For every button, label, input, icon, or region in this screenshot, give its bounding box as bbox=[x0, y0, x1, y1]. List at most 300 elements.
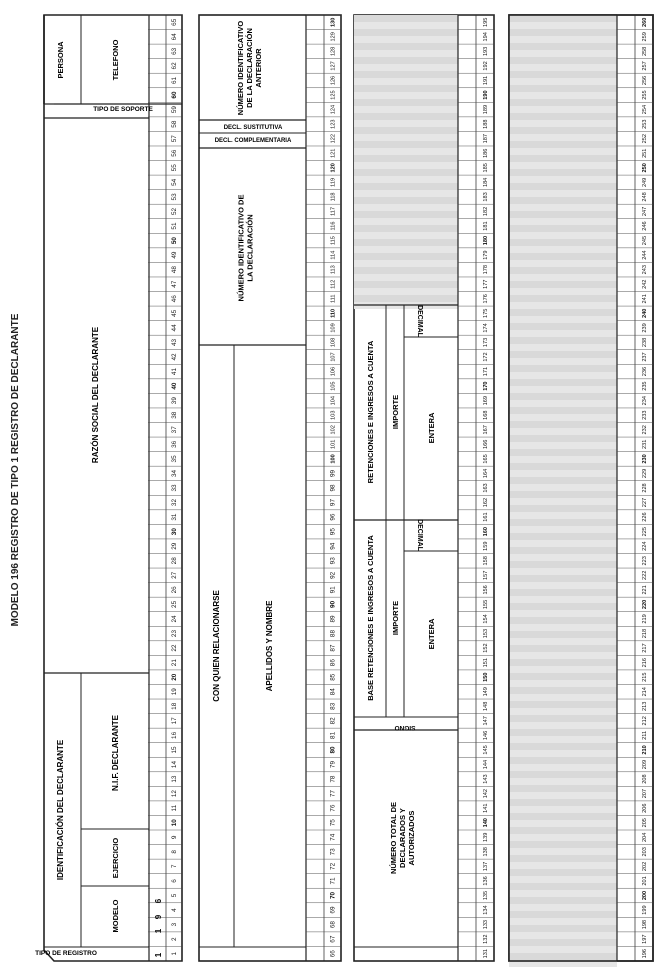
hatch-band bbox=[509, 470, 617, 477]
position-number: 30 bbox=[171, 528, 178, 536]
hatch-band bbox=[509, 302, 617, 309]
position-number: 152 bbox=[483, 643, 489, 653]
position-number: 194 bbox=[483, 32, 489, 42]
position-number: 155 bbox=[483, 599, 489, 610]
position-number: 206 bbox=[642, 803, 648, 813]
position-number: 87 bbox=[329, 644, 337, 652]
position-number: 79 bbox=[329, 760, 337, 769]
position-number: 33 bbox=[171, 484, 178, 492]
hatch-band bbox=[354, 260, 458, 267]
position-number: 220 bbox=[642, 599, 648, 610]
position-number: 153 bbox=[483, 628, 489, 639]
position-number: 112 bbox=[330, 279, 337, 289]
position-number: 13 bbox=[171, 775, 178, 783]
position-number: 232 bbox=[642, 425, 648, 435]
position-number: 238 bbox=[642, 337, 648, 348]
hatch-band bbox=[509, 568, 617, 575]
modelo-digit-1: 1 bbox=[154, 928, 163, 934]
position-number: 96 bbox=[329, 513, 337, 521]
position-number: 213 bbox=[642, 701, 648, 711]
position-number: 47 bbox=[171, 280, 178, 288]
hatch-band bbox=[509, 288, 617, 295]
position-number: 103 bbox=[330, 410, 337, 420]
position-number: 210 bbox=[642, 745, 648, 755]
position-number: 240 bbox=[642, 308, 648, 319]
position-number: 149 bbox=[483, 687, 489, 697]
position-number: 159 bbox=[483, 541, 489, 551]
position-number: 142 bbox=[483, 788, 489, 799]
hatch-band bbox=[509, 134, 617, 141]
position-number: 120 bbox=[330, 163, 337, 173]
position-number: 208 bbox=[642, 774, 648, 784]
position-number: 237 bbox=[642, 352, 648, 362]
hatch-band bbox=[509, 918, 617, 925]
position-number: 14 bbox=[171, 760, 178, 769]
position-number: 169 bbox=[483, 396, 489, 406]
position-number: 188 bbox=[483, 119, 489, 129]
position-number: 212 bbox=[642, 716, 648, 726]
position-number: 68 bbox=[329, 921, 337, 929]
hatch-band bbox=[509, 148, 617, 155]
position-number: 244 bbox=[642, 250, 648, 260]
hatch-band bbox=[509, 610, 617, 617]
position-number: 10 bbox=[171, 819, 178, 827]
position-number: 178 bbox=[483, 265, 489, 275]
hatch-band bbox=[509, 512, 617, 519]
hatch-band bbox=[509, 722, 617, 729]
position-number: 65 bbox=[171, 18, 178, 26]
position-number: 247 bbox=[642, 206, 648, 217]
position-number: 129 bbox=[330, 32, 337, 42]
position-number: 190 bbox=[483, 90, 489, 100]
position-number: 110 bbox=[330, 308, 337, 318]
position-strip-block1 bbox=[148, 15, 182, 956]
position-number: 104 bbox=[330, 396, 337, 406]
position-number: 41 bbox=[171, 368, 178, 376]
hatch-band bbox=[509, 652, 617, 659]
position-number: 66 bbox=[329, 950, 337, 958]
position-number: 207 bbox=[642, 788, 648, 799]
reserved-hatch-block3 bbox=[354, 22, 458, 309]
position-number: 226 bbox=[642, 512, 648, 522]
apellidos-label: APELLIDOS Y NOMBRE bbox=[265, 600, 274, 692]
signo-label: SIGNO bbox=[394, 724, 416, 731]
position-number: 137 bbox=[483, 861, 489, 872]
position-number: 70 bbox=[329, 891, 337, 900]
hatch-band bbox=[509, 344, 617, 351]
tipo-registro-value: 1 bbox=[154, 952, 163, 958]
numero-anterior-label: NÚMERO IDENTIFICATIVODE LA DECLARACIÓNANTERIOR bbox=[236, 20, 263, 116]
position-number: 6 bbox=[171, 879, 178, 883]
position-number: 97 bbox=[329, 498, 337, 507]
position-number: 113 bbox=[330, 265, 337, 275]
position-number: 55 bbox=[171, 164, 178, 172]
position-number: 61 bbox=[171, 76, 178, 85]
nif-label: N.I.F. DECLARANTE bbox=[111, 715, 120, 791]
hatch-band bbox=[509, 22, 617, 29]
position-number: 191 bbox=[483, 75, 489, 86]
position-number: 156 bbox=[483, 585, 489, 595]
hatch-band bbox=[509, 904, 617, 911]
razon-social-label: RAZÓN SOCIAL DEL DECLARANTE bbox=[91, 326, 100, 464]
hatch-band bbox=[509, 694, 617, 701]
position-number: 5 bbox=[171, 893, 178, 898]
position-number: 40 bbox=[171, 382, 178, 390]
hatch-band bbox=[509, 218, 617, 225]
position-number: 198 bbox=[642, 919, 648, 930]
position-number: 230 bbox=[642, 454, 648, 464]
hatch-band bbox=[354, 92, 458, 99]
hatch-band bbox=[509, 638, 617, 645]
position-number: 141 bbox=[483, 803, 489, 813]
position-number: 124 bbox=[330, 104, 337, 115]
position-number: 148 bbox=[483, 701, 489, 711]
position-number: 81 bbox=[329, 731, 337, 739]
position-number: 12 bbox=[171, 790, 178, 798]
hatch-band bbox=[509, 358, 617, 365]
numero-declaracion-label: NÚMERO IDENTIFICATIVO DELA DECLARACIÓN bbox=[236, 194, 255, 302]
position-number: 192 bbox=[483, 61, 489, 71]
hatch-band bbox=[354, 274, 458, 281]
hatch-band bbox=[509, 106, 617, 113]
position-number: 100 bbox=[330, 454, 337, 464]
position-number: 19 bbox=[171, 688, 178, 696]
position-number: 86 bbox=[329, 659, 337, 667]
position-number: 78 bbox=[329, 775, 337, 783]
position-number: 106 bbox=[330, 366, 337, 377]
position-number: 88 bbox=[329, 629, 337, 638]
position-number: 16 bbox=[171, 731, 178, 739]
position-number: 218 bbox=[642, 628, 648, 639]
hatch-band bbox=[509, 456, 617, 463]
hatch-band bbox=[354, 64, 458, 71]
hatch-band bbox=[509, 820, 617, 827]
position-number: 249 bbox=[642, 177, 648, 188]
position-number: 4 bbox=[171, 908, 178, 912]
position-number: 1 bbox=[171, 951, 178, 956]
hatch-band bbox=[354, 218, 458, 225]
position-number: 136 bbox=[483, 876, 489, 886]
hatch-band bbox=[509, 876, 617, 883]
position-number: 163 bbox=[483, 483, 489, 493]
position-number: 85 bbox=[329, 673, 337, 681]
position-number: 199 bbox=[642, 905, 648, 915]
position-number: 201 bbox=[642, 876, 648, 886]
position-number: 197 bbox=[642, 934, 648, 944]
hatch-band bbox=[509, 36, 617, 43]
hatch-band bbox=[354, 288, 458, 295]
hatch-band bbox=[509, 946, 617, 953]
position-number: 165 bbox=[483, 454, 489, 464]
position-number: 134 bbox=[483, 905, 489, 915]
position-number: 132 bbox=[483, 934, 489, 944]
position-number: 138 bbox=[483, 847, 489, 857]
hatch-band bbox=[509, 274, 617, 281]
position-number: 254 bbox=[642, 104, 648, 115]
position-number: 58 bbox=[171, 120, 178, 128]
position-number: 116 bbox=[330, 221, 337, 231]
position-number: 216 bbox=[642, 657, 648, 668]
position-number: 228 bbox=[642, 483, 648, 493]
hatch-band bbox=[354, 204, 458, 211]
position-number: 176 bbox=[483, 294, 489, 304]
position-number: 126 bbox=[330, 75, 337, 86]
position-number: 259 bbox=[642, 32, 648, 42]
position-number: 91 bbox=[329, 586, 337, 594]
position-number: 183 bbox=[483, 192, 489, 202]
hatch-band bbox=[509, 764, 617, 771]
block-declarante-identificacion bbox=[35, 15, 182, 961]
position-number: 147 bbox=[483, 716, 489, 726]
position-number: 24 bbox=[171, 615, 178, 623]
position-number: 115 bbox=[330, 236, 337, 246]
hatch-band bbox=[509, 246, 617, 253]
position-number: 205 bbox=[642, 818, 648, 828]
position-number: 26 bbox=[171, 586, 178, 594]
position-number: 177 bbox=[483, 279, 489, 289]
hatch-band bbox=[509, 190, 617, 197]
position-number: 22 bbox=[171, 644, 178, 652]
position-number: 196 bbox=[642, 949, 648, 959]
position-number: 8 bbox=[171, 850, 178, 854]
document-title: MODELO 196 REGISTRO DE TIPO 1 REGISTRO DE DECLARANTE bbox=[10, 313, 21, 627]
position-number: 195 bbox=[483, 17, 489, 27]
hatch-band bbox=[509, 414, 617, 421]
position-number: 243 bbox=[642, 265, 648, 275]
block-contacto-declaracion bbox=[199, 15, 341, 961]
position-number: 53 bbox=[171, 193, 178, 201]
position-number: 223 bbox=[642, 556, 648, 566]
decimal-1-label: DECIMAL bbox=[416, 519, 423, 551]
position-number: 235 bbox=[642, 381, 648, 391]
position-number: 90 bbox=[329, 600, 337, 608]
position-number: 222 bbox=[642, 570, 648, 580]
position-number: 166 bbox=[483, 439, 489, 450]
tipo-soporte-label: TIPO DE SOPORTE bbox=[93, 106, 153, 113]
position-number: 54 bbox=[171, 178, 178, 186]
position-number: 31 bbox=[171, 513, 178, 521]
position-number: 44 bbox=[171, 324, 178, 332]
position-number: 185 bbox=[483, 163, 489, 173]
position-number: 181 bbox=[483, 221, 489, 231]
position-number: 187 bbox=[483, 134, 489, 144]
hatch-band bbox=[509, 736, 617, 743]
position-number: 49 bbox=[171, 251, 178, 259]
hatch-band bbox=[509, 890, 617, 897]
position-number: 52 bbox=[171, 207, 178, 216]
position-number: 36 bbox=[171, 440, 178, 448]
position-number: 109 bbox=[330, 323, 337, 333]
position-number: 18 bbox=[171, 702, 178, 710]
position-number: 38 bbox=[171, 411, 178, 419]
position-number: 51 bbox=[171, 222, 178, 230]
position-number: 204 bbox=[642, 832, 648, 842]
position-number: 180 bbox=[483, 235, 489, 246]
position-number: 160 bbox=[483, 526, 489, 537]
position-number: 73 bbox=[329, 848, 337, 856]
persona-label: PERSONA bbox=[56, 41, 65, 79]
position-number: 101 bbox=[330, 439, 337, 450]
block-reservado bbox=[509, 15, 653, 967]
position-number: 167 bbox=[483, 425, 489, 435]
modelo-digit-3: 6 bbox=[154, 898, 163, 904]
position-number: 133 bbox=[483, 919, 489, 930]
position-number: 200 bbox=[642, 890, 648, 901]
position-number: 83 bbox=[329, 702, 337, 710]
position-number: 60 bbox=[171, 91, 178, 99]
position-number: 27 bbox=[171, 571, 178, 579]
position-number: 135 bbox=[483, 890, 489, 901]
position-number: 9 bbox=[171, 835, 178, 840]
position-number: 48 bbox=[171, 266, 178, 274]
base-retenciones-label: BASE RETENCIONES E INGRESOS A CUENTA bbox=[366, 535, 375, 701]
position-number: 105 bbox=[330, 381, 337, 391]
hatch-band bbox=[509, 792, 617, 799]
position-number: 69 bbox=[329, 906, 337, 914]
position-number: 221 bbox=[642, 585, 648, 595]
position-number: 186 bbox=[483, 148, 489, 158]
position-number: 108 bbox=[330, 337, 337, 348]
position-number: 121 bbox=[330, 148, 337, 158]
position-number: 93 bbox=[329, 557, 337, 565]
position-number: 45 bbox=[171, 309, 178, 317]
position-number: 34 bbox=[171, 469, 178, 478]
hatch-band bbox=[509, 526, 617, 533]
position-number: 258 bbox=[642, 46, 648, 57]
position-number: 29 bbox=[171, 542, 178, 550]
hatch-band bbox=[509, 484, 617, 491]
importe-2-label: IMPORTE bbox=[391, 394, 400, 430]
position-number: 125 bbox=[330, 90, 337, 100]
position-number: 74 bbox=[329, 833, 337, 841]
position-number: 234 bbox=[642, 396, 648, 406]
position-number: 32 bbox=[171, 498, 178, 507]
position-number: 17 bbox=[171, 717, 178, 725]
position-number: 145 bbox=[483, 745, 489, 755]
position-number: 193 bbox=[483, 46, 489, 57]
position-number: 118 bbox=[330, 192, 337, 202]
hatch-band bbox=[509, 400, 617, 407]
hatch-band bbox=[509, 50, 617, 57]
retenciones-label: RETENCIONES E INGRESOS A CUENTA bbox=[366, 340, 375, 484]
position-number: 184 bbox=[483, 177, 489, 188]
position-number: 139 bbox=[483, 832, 489, 842]
position-number: 107 bbox=[330, 352, 337, 362]
position-number: 224 bbox=[642, 541, 648, 551]
position-number: 171 bbox=[483, 366, 489, 377]
decl-sustitutiva-label: DECL. SUSTITUTIVA bbox=[223, 125, 283, 131]
position-number: 56 bbox=[171, 149, 178, 157]
position-number: 71 bbox=[329, 877, 337, 885]
hatch-band bbox=[354, 78, 458, 85]
position-number: 174 bbox=[483, 323, 489, 333]
position-number: 95 bbox=[329, 528, 337, 536]
position-number: 251 bbox=[642, 148, 648, 158]
position-number: 102 bbox=[330, 425, 337, 435]
position-number: 170 bbox=[483, 381, 489, 391]
hatch-band bbox=[354, 134, 458, 141]
position-number: 217 bbox=[642, 643, 648, 653]
con-quien-label: CON QUIEN RELACIONARSE bbox=[212, 590, 221, 702]
position-number: 62 bbox=[171, 62, 178, 70]
position-number: 242 bbox=[642, 279, 648, 289]
decl-complementaria-label: DECL. COMPLEMENTARIA bbox=[214, 138, 292, 144]
position-number: 215 bbox=[642, 672, 648, 682]
modelo-digit-2: 9 bbox=[154, 914, 163, 920]
hatch-band bbox=[509, 428, 617, 435]
position-number: 117 bbox=[330, 207, 337, 216]
hatch-band bbox=[354, 148, 458, 155]
position-number: 42 bbox=[171, 353, 178, 361]
position-number: 151 bbox=[483, 657, 489, 668]
position-number: 214 bbox=[642, 687, 648, 697]
hatch-band bbox=[509, 582, 617, 589]
position-number: 130 bbox=[330, 17, 337, 27]
position-number: 140 bbox=[483, 818, 489, 828]
position-number: 50 bbox=[171, 237, 178, 245]
hatch-band bbox=[354, 120, 458, 127]
position-number: 99 bbox=[329, 469, 337, 478]
position-number: 253 bbox=[642, 119, 648, 129]
position-number: 75 bbox=[329, 819, 337, 827]
position-number: 76 bbox=[329, 804, 337, 812]
position-number: 257 bbox=[642, 61, 648, 71]
position-number: 144 bbox=[483, 759, 489, 770]
position-number: 250 bbox=[642, 163, 648, 173]
hatch-band bbox=[509, 806, 617, 813]
hatch-band bbox=[509, 78, 617, 85]
hatch-band bbox=[509, 750, 617, 757]
position-number: 82 bbox=[329, 717, 337, 725]
hatch-band bbox=[509, 372, 617, 379]
entera-1-label: ENTERA bbox=[427, 618, 436, 650]
position-number: 246 bbox=[642, 221, 648, 231]
position-number: 182 bbox=[483, 206, 489, 217]
hatch-band bbox=[509, 778, 617, 785]
position-number: 211 bbox=[642, 730, 648, 740]
hatch-band bbox=[509, 162, 617, 169]
position-number: 80 bbox=[329, 746, 337, 754]
position-number: 209 bbox=[642, 759, 648, 770]
position-strip-block2 bbox=[306, 15, 341, 957]
hatch-band bbox=[509, 260, 617, 267]
position-number: 157 bbox=[483, 570, 489, 580]
hatch-band bbox=[354, 176, 458, 183]
position-number: 219 bbox=[642, 614, 648, 624]
position-number: 43 bbox=[171, 338, 178, 347]
position-number: 28 bbox=[171, 557, 178, 565]
position-number: 150 bbox=[483, 672, 489, 682]
position-number: 123 bbox=[330, 119, 337, 129]
position-number: 131 bbox=[483, 949, 489, 959]
position-number: 15 bbox=[171, 746, 178, 754]
position-number: 94 bbox=[329, 542, 337, 550]
hatch-band bbox=[509, 316, 617, 323]
position-number: 59 bbox=[171, 106, 178, 114]
position-number: 233 bbox=[642, 410, 648, 420]
position-number: 114 bbox=[330, 250, 337, 260]
hatch-band bbox=[509, 330, 617, 337]
hatch-band bbox=[354, 232, 458, 239]
hatch-band bbox=[509, 540, 617, 547]
position-number: 255 bbox=[642, 90, 648, 100]
position-number: 7 bbox=[171, 864, 178, 869]
ejercicio-label: EJERCICIO bbox=[111, 837, 120, 879]
position-number: 72 bbox=[329, 862, 337, 870]
position-number: 39 bbox=[171, 397, 178, 405]
telefono-label: TELEFONO bbox=[111, 39, 120, 81]
position-number: 128 bbox=[330, 46, 337, 57]
